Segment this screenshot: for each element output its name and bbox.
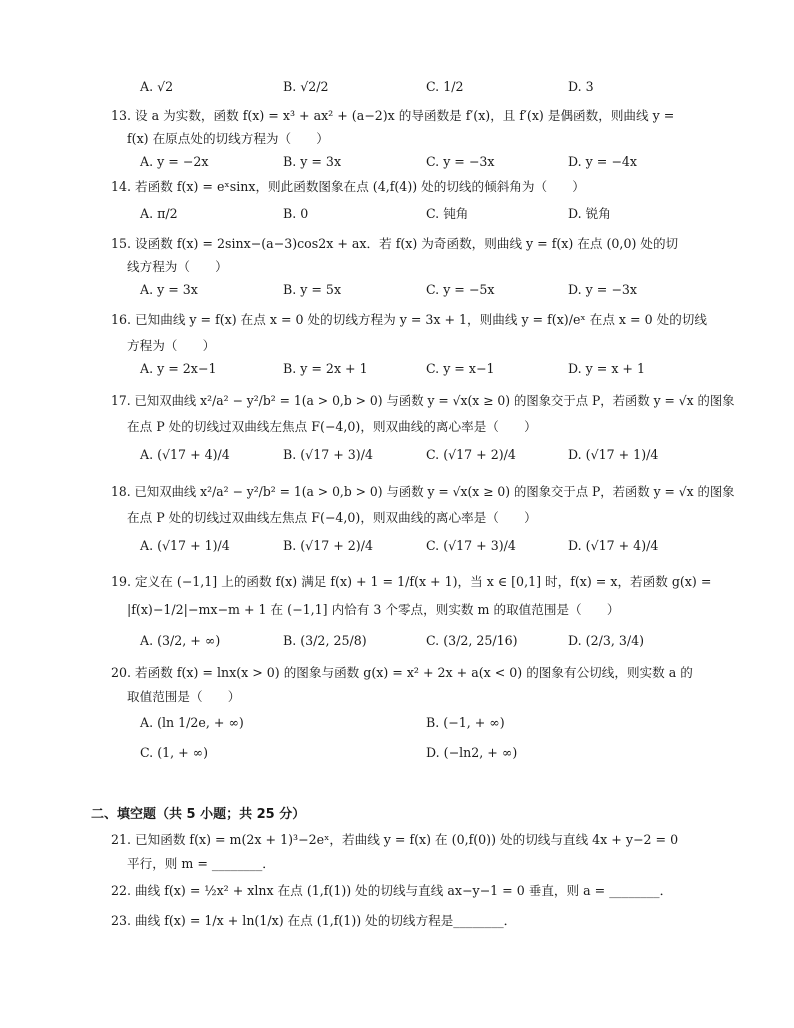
option-c: C. (1, + ∞) xyxy=(140,745,209,760)
question-16-line-2: 方程为（ ） xyxy=(127,338,216,353)
question-18-line-1: 18. 已知双曲线 x²/a² − y²/b² = 1(a > 0,b > 0) 与函数 y = √x(x ≥ 0) 的图象交于点 P，若函数 y = √x 的图象 xyxy=(111,484,735,499)
question-14-line-1: 14. 若函数 f(x) = eˣsinx，则此函数图象在点 (4,f(4)) 处的切线的倾斜角为（ ） xyxy=(111,179,585,194)
option-a: A. (√17 + 1)/4 xyxy=(140,538,230,553)
question-20-line-2: 取值范围是（ ） xyxy=(127,689,241,704)
option-c: C. (3/2, 25/16) xyxy=(426,633,518,648)
option-c: C. (√17 + 3)/4 xyxy=(426,538,516,553)
question-15-line-1: 15. 设函数 f(x) = 2sinx−(a−3)cos2x + ax．若 f(x) 为奇函数，则曲线 y = f(x) 在点 (0,0) 处的切 xyxy=(111,236,679,251)
question-18-line-2: 在点 P 处的切线过双曲线左焦点 F(−4,0)，则双曲线的离心率是（ ） xyxy=(127,510,537,525)
question-13-line-1: 13. 设 a 为实数，函数 f(x) = x³ + ax² + (a−2)x 的导函数是 f′(x)，且 f′(x) 是偶函数，则曲线 y = xyxy=(111,108,675,123)
option-d: D. (2/3, 3/4) xyxy=(568,633,645,648)
option-a: A. (3/2, + ∞) xyxy=(140,633,221,648)
option-d: D. y = −4x xyxy=(568,154,637,169)
option-b: B. y = 5x xyxy=(283,282,342,297)
option-c: C. y = −3x xyxy=(426,154,495,169)
option-b: B. y = 3x xyxy=(283,154,342,169)
option-c: C. 1/2 xyxy=(426,79,464,94)
question-19-line-2: |f(x)−1/2|−mx−m + 1 在 (−1,1] 内恰有 3 个零点，则实数 m 的取值范围是（ ） xyxy=(127,602,620,617)
option-b: B. √2/2 xyxy=(283,79,329,94)
option-a: A. y = −2x xyxy=(140,154,209,169)
option-a: A. y = 3x xyxy=(140,282,198,297)
option-b: B. y = 2x + 1 xyxy=(283,361,368,376)
option-a: A. y = 2x−1 xyxy=(140,361,217,376)
question-20-line-1: 20. 若函数 f(x) = lnx(x > 0) 的图象与函数 g(x) = x² + 2x + a(x < 0) 的图象有公切线，则实数 a 的 xyxy=(111,665,693,680)
option-b: B. (−1, + ∞) xyxy=(426,715,505,730)
option-b: B. (3/2, 25/8) xyxy=(283,633,367,648)
option-d: D. y = −3x xyxy=(568,282,637,297)
option-c: C. 钝角 xyxy=(426,206,469,221)
option-a: A. π/2 xyxy=(140,206,178,221)
question-19-line-1: 19. 定义在 (−1,1] 上的函数 f(x) 满足 f(x) + 1 = 1/f(x + 1)，当 x ∈ [0,1] 时，f(x) = x，若函数 g(x) = xyxy=(111,574,712,589)
question-22-line-1: 22. 曲线 f(x) = ½x² + xlnx 在点 (1,f(1)) 处的切线与直线 ax−y−1 = 0 垂直，则 a = ________． xyxy=(111,883,673,898)
question-13-line-2: f(x) 在原点处的切线方程为（ ） xyxy=(127,131,329,146)
option-c: C. y = x−1 xyxy=(426,361,495,376)
question-23-line-1: 23. 曲线 f(x) = 1/x + ln(1/x) 在点 (1,f(1)) 处的切线方程是________． xyxy=(111,913,517,928)
option-d: D. y = x + 1 xyxy=(568,361,646,376)
question-15-line-2: 线方程为（ ） xyxy=(127,259,228,274)
section-title: 二、填空题（共 5 小题；共 25 分） xyxy=(91,807,306,822)
option-b: B. 0 xyxy=(283,206,309,221)
option-b: B. (√17 + 2)/4 xyxy=(283,538,373,553)
question-16-line-1: 16. 已知曲线 y = f(x) 在点 x = 0 处的切线方程为 y = 3x + 1，则曲线 y = f(x)/eˣ 在点 x = 0 处的切线 xyxy=(111,312,707,327)
option-d: D. (−ln2, + ∞) xyxy=(426,745,518,760)
option-b: B. (√17 + 3)/4 xyxy=(283,447,373,462)
option-a: A. √2 xyxy=(140,79,174,94)
option-c: C. y = −5x xyxy=(426,282,495,297)
option-d: D. 锐角 xyxy=(568,206,611,221)
option-d: D. (√17 + 4)/4 xyxy=(568,538,659,553)
option-d: D. (√17 + 1)/4 xyxy=(568,447,659,462)
option-a: A. (√17 + 4)/4 xyxy=(140,447,230,462)
question-21-line-2: 平行，则 m = ________． xyxy=(127,856,275,871)
question-21-line-1: 21. 已知函数 f(x) = m(2x + 1)³−2eˣ，若曲线 y = f(x) 在 (0,f(0)) 处的切线与直线 4x + y−2 = 0 xyxy=(111,832,679,847)
option-d: D. 3 xyxy=(568,79,594,94)
question-17-line-2: 在点 P 处的切线过双曲线左焦点 F(−4,0)，则双曲线的离心率是（ ） xyxy=(127,419,537,434)
question-17-line-1: 17. 已知双曲线 x²/a² − y²/b² = 1(a > 0,b > 0) 与函数 y = √x(x ≥ 0) 的图象交于点 P，若函数 y = √x 的图象 xyxy=(111,393,735,408)
option-c: C. (√17 + 2)/4 xyxy=(426,447,516,462)
option-a: A. (ln 1/2e, + ∞) xyxy=(140,715,244,730)
